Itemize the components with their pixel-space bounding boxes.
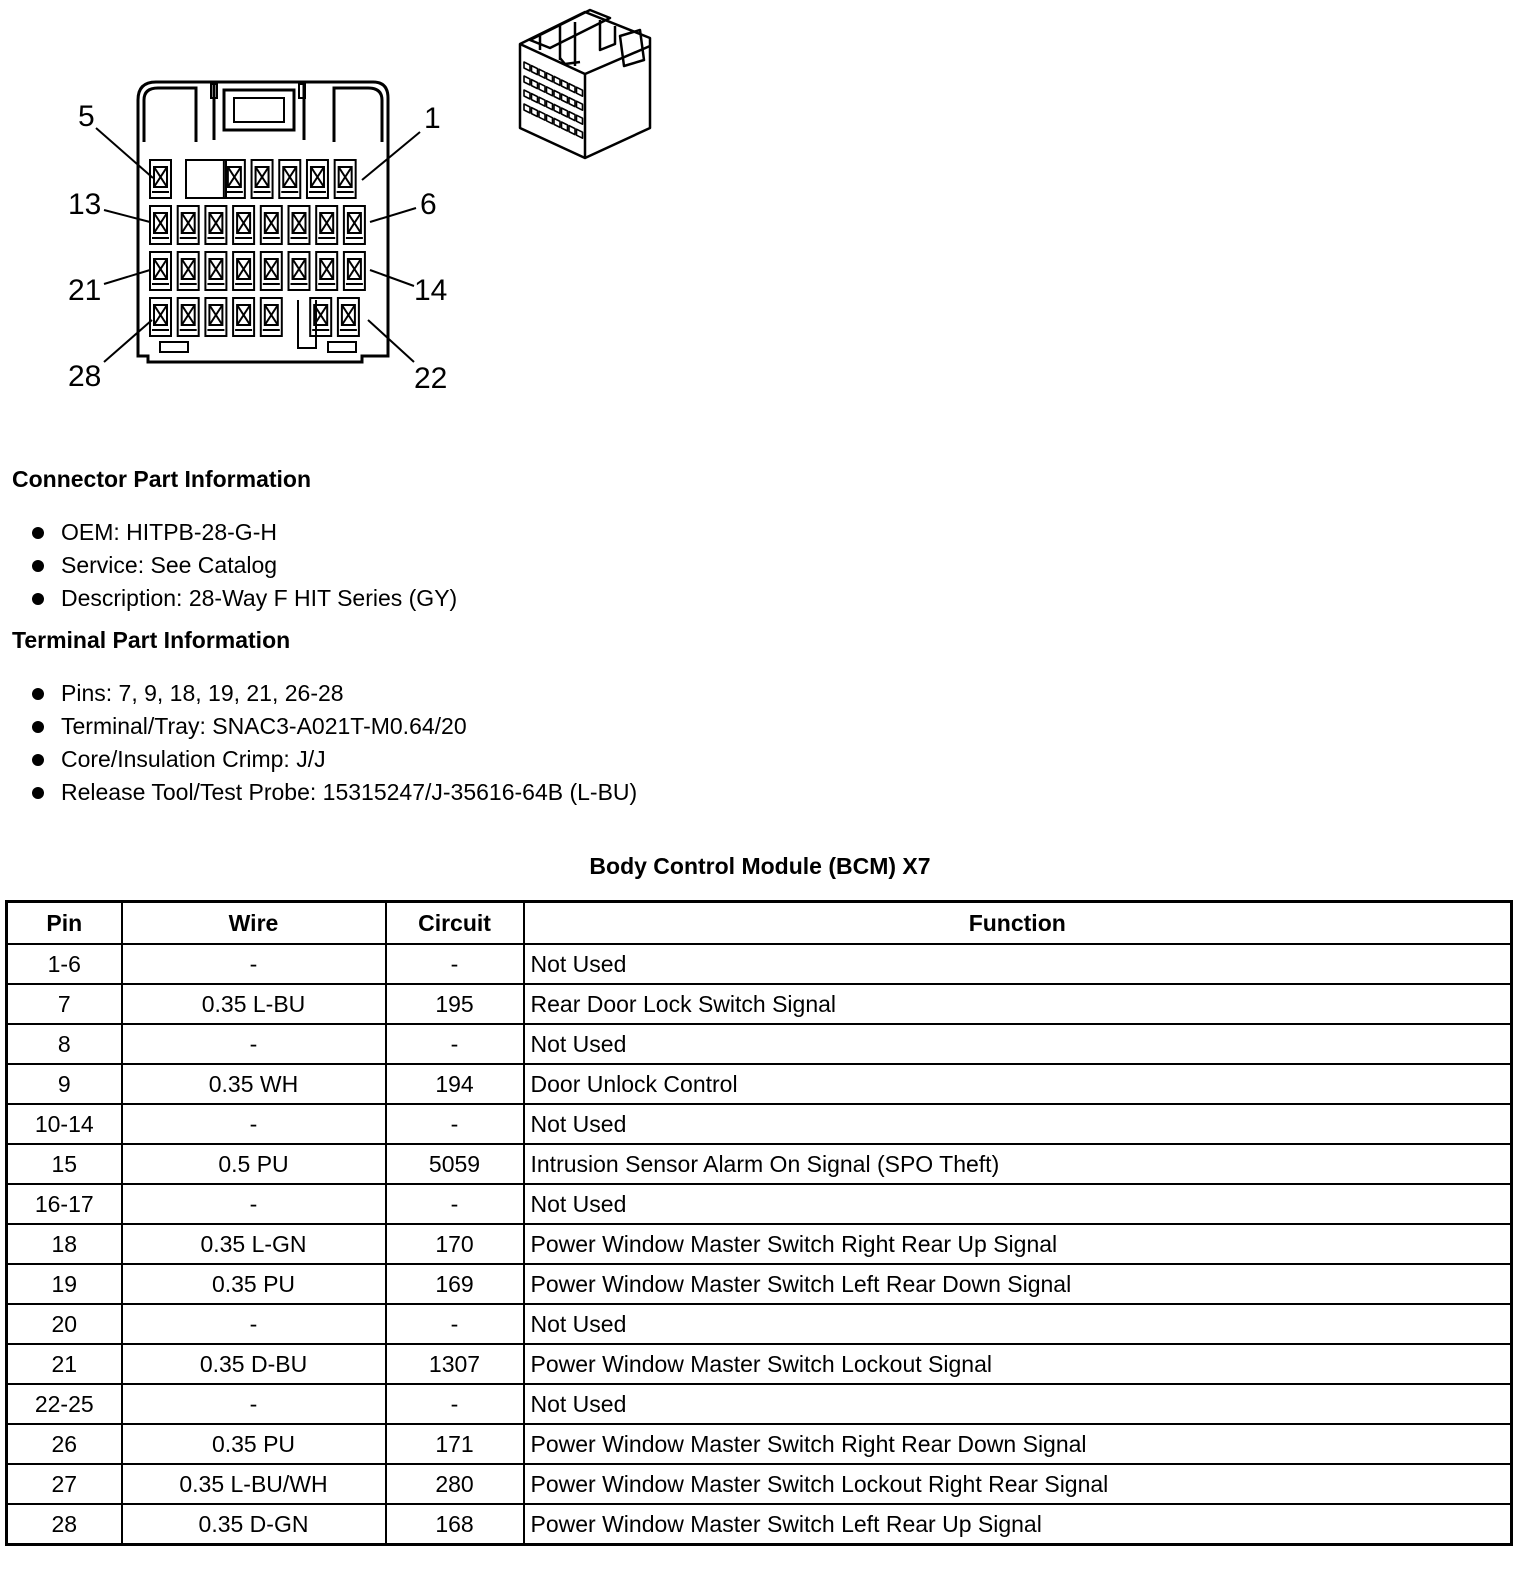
isometric-cavity [577, 129, 583, 138]
isometric-cavity [532, 80, 538, 89]
cell-function: Not Used [524, 1384, 1512, 1424]
cell-pin: 15 [7, 1144, 122, 1184]
pin-cavity [316, 252, 337, 290]
cell-wire: - [122, 1304, 386, 1344]
cell-pin: 21 [7, 1344, 122, 1384]
connector-part-info-list [30, 516, 457, 615]
terminal-info-item: Release Tool/Test Probe: 15315247/J-35616-64B (L-BU) [30, 776, 637, 809]
isometric-cavity [547, 73, 553, 82]
cell-circuit: 168 [386, 1504, 524, 1545]
cell-wire: 0.5 PU [122, 1144, 386, 1184]
cell-pin: 26 [7, 1424, 122, 1464]
pinout-table [5, 900, 1513, 1546]
pin-cavity [261, 206, 282, 244]
cell-wire: - [122, 1384, 386, 1424]
cell-wire: 0.35 D-BU [122, 1344, 386, 1384]
cell-function: Intrusion Sensor Alarm On Signal (SPO Theft) [524, 1144, 1512, 1184]
isometric-cavity [524, 62, 530, 71]
pin-cavity [335, 160, 356, 198]
table-row [7, 1144, 1512, 1184]
isometric-cavity [562, 94, 568, 103]
cell-wire: 0.35 L-GN [122, 1224, 386, 1264]
isometric-cavity [547, 87, 553, 96]
isometric-cavity [569, 84, 575, 93]
connector-info-item: Description: 28-Way F HIT Series (GY) [30, 582, 457, 615]
cell-function: Power Window Master Switch Right Rear Up Signal [524, 1224, 1512, 1264]
cell-pin: 18 [7, 1224, 122, 1264]
table-body [7, 944, 1512, 1545]
cell-function: Not Used [524, 1304, 1512, 1344]
isometric-cavity [562, 108, 568, 117]
pin-callout-14: 14 [414, 274, 448, 307]
pin-callout-1: 1 [424, 102, 441, 135]
cell-circuit: 170 [386, 1224, 524, 1264]
cell-wire: 0.35 PU [122, 1424, 386, 1464]
pin-callout-5: 5 [78, 100, 95, 133]
cell-function: Door Unlock Control [524, 1064, 1512, 1104]
pin-cavity [344, 252, 365, 290]
cell-pin: 8 [7, 1024, 122, 1064]
cell-wire: - [122, 1104, 386, 1144]
pin-cavity [150, 298, 171, 336]
pin-cavity [205, 206, 226, 244]
cell-function: Not Used [524, 1104, 1512, 1144]
cell-pin: 20 [7, 1304, 122, 1344]
connector-part-info-title: Connector Part Information [12, 466, 312, 492]
pin-cavity [233, 206, 254, 244]
isometric-cavity [554, 90, 560, 99]
cell-pin: 16-17 [7, 1184, 122, 1224]
terminal-part-info-title: Terminal Part Information [12, 627, 291, 653]
cell-wire: 0.35 PU [122, 1264, 386, 1304]
isometric-cavity [547, 115, 553, 124]
isometric-cavity [562, 122, 568, 131]
isometric-cavity [532, 94, 538, 103]
cell-pin: 28 [7, 1504, 122, 1545]
pin-callout-6: 6 [420, 188, 437, 221]
table-header-row [7, 902, 1512, 945]
isometric-cavity [547, 101, 553, 110]
cell-function: Not Used [524, 1184, 1512, 1224]
pin-cavity [279, 160, 300, 198]
pin-cavity [178, 298, 199, 336]
pin-cavity [252, 160, 273, 198]
connector-info-item: OEM: HITPB-28-G-H [30, 516, 457, 549]
pin-cavity [233, 298, 254, 336]
cell-function: Power Window Master Switch Right Rear Down Signal [524, 1424, 1512, 1464]
isometric-cavity [532, 108, 538, 117]
terminal-info-item: Terminal/Tray: SNAC3-A021T-M0.64/20 [30, 710, 637, 743]
cell-function: Not Used [524, 1024, 1512, 1064]
table-row [7, 1224, 1512, 1264]
pin-cavity [338, 298, 359, 336]
isometric-cavity [554, 76, 560, 85]
isometric-cavity [524, 76, 530, 85]
pin-cavity [316, 206, 337, 244]
table-row [7, 1304, 1512, 1344]
cell-pin: 7 [7, 984, 122, 1024]
cell-wire: 0.35 L-BU/WH [122, 1464, 386, 1504]
cell-wire: 0.35 D-GN [122, 1504, 386, 1545]
table-title: Body Control Module (BCM) X7 [589, 853, 931, 879]
pin-cavity [178, 252, 199, 290]
table-row [7, 1384, 1512, 1424]
cell-circuit: 169 [386, 1264, 524, 1304]
isometric-cavity [539, 83, 545, 92]
cell-pin: 1-6 [7, 944, 122, 984]
pin-callout-13: 13 [68, 188, 102, 221]
pin-cavity [150, 160, 171, 198]
cell-circuit: - [386, 944, 524, 984]
cell-function: Power Window Master Switch Lockout Right Rear Signal [524, 1464, 1512, 1504]
isometric-cavity [577, 101, 583, 110]
pin-cavity [150, 252, 171, 290]
pin-cavity [205, 298, 226, 336]
cell-function: Power Window Master Switch Lockout Signal [524, 1344, 1512, 1384]
cell-function: Rear Door Lock Switch Signal [524, 984, 1512, 1024]
cell-circuit: - [386, 1104, 524, 1144]
pin-cavity [224, 160, 245, 198]
cell-pin: 10-14 [7, 1104, 122, 1144]
pin-cavity [310, 298, 331, 336]
cell-wire: - [122, 1024, 386, 1064]
pin-cavity [307, 160, 328, 198]
cell-circuit: 171 [386, 1424, 524, 1464]
pin-cavity [289, 252, 310, 290]
cell-circuit: 1307 [386, 1344, 524, 1384]
cell-circuit: 194 [386, 1064, 524, 1104]
isometric-cavity [554, 104, 560, 113]
pin-callout-21: 21 [68, 274, 102, 307]
pin-cavity [150, 206, 171, 244]
isometric-cavity [539, 111, 545, 120]
pin-cavity [261, 298, 282, 336]
isometric-cavity [569, 98, 575, 107]
isometric-cavity [569, 112, 575, 121]
cell-circuit: - [386, 1384, 524, 1424]
header-function: Function [524, 902, 1512, 945]
header-pin: Pin [7, 902, 122, 945]
cell-wire: 0.35 L-BU [122, 984, 386, 1024]
cell-pin: 27 [7, 1464, 122, 1504]
table-row [7, 1064, 1512, 1104]
cell-circuit: 280 [386, 1464, 524, 1504]
pin-cavity [344, 206, 365, 244]
isometric-cavity [532, 66, 538, 75]
pin-cavity [205, 252, 226, 290]
table-row [7, 1464, 1512, 1504]
cell-wire: - [122, 944, 386, 984]
table-row [7, 1024, 1512, 1064]
terminal-info-item: Pins: 7, 9, 18, 19, 21, 26-28 [30, 677, 637, 710]
isometric-cavity [524, 90, 530, 99]
cell-wire: - [122, 1184, 386, 1224]
terminal-part-info-list [30, 677, 637, 809]
pin-callout-leaders [96, 128, 420, 362]
cell-pin: 19 [7, 1264, 122, 1304]
table-row [7, 1344, 1512, 1384]
isometric-cavity [524, 104, 530, 113]
table-row [7, 1504, 1512, 1545]
pin-callout-28: 28 [68, 360, 102, 393]
header-wire: Wire [122, 902, 386, 945]
isometric-cavity [554, 118, 560, 127]
isometric-cavity [562, 80, 568, 89]
pin-cavity [178, 206, 199, 244]
isometric-cavity [577, 115, 583, 124]
pin-callout-22: 22 [414, 362, 448, 395]
isometric-cavity [539, 69, 545, 78]
table-row [7, 984, 1512, 1024]
table-row [7, 1184, 1512, 1224]
pin-cavity [233, 252, 254, 290]
cell-wire: 0.35 WH [122, 1064, 386, 1104]
cell-function: Power Window Master Switch Left Rear Up Signal [524, 1504, 1512, 1545]
cell-circuit: - [386, 1024, 524, 1064]
table-row [7, 1264, 1512, 1304]
cell-circuit: 5059 [386, 1144, 524, 1184]
header-circuit: Circuit [386, 902, 524, 945]
connector-diagram [0, 0, 720, 420]
connector-info-item: Service: See Catalog [30, 549, 457, 582]
table-row [7, 944, 1512, 984]
isometric-cavity [569, 126, 575, 135]
cell-pin: 9 [7, 1064, 122, 1104]
connector-isometric-view [520, 10, 650, 158]
terminal-info-item: Core/Insulation Crimp: J/J [30, 743, 637, 776]
cell-pin: 22-25 [7, 1384, 122, 1424]
cell-circuit: - [386, 1184, 524, 1224]
pin-cavities [150, 160, 365, 336]
pin-cavity [289, 206, 310, 244]
cell-function: Power Window Master Switch Left Rear Down Signal [524, 1264, 1512, 1304]
table-row [7, 1424, 1512, 1464]
table-row [7, 1104, 1512, 1144]
isometric-cavity [539, 97, 545, 106]
isometric-cavity [577, 87, 583, 96]
cell-circuit: - [386, 1304, 524, 1344]
pin-cavity [261, 252, 282, 290]
cell-circuit: 195 [386, 984, 524, 1024]
cell-function: Not Used [524, 944, 1512, 984]
